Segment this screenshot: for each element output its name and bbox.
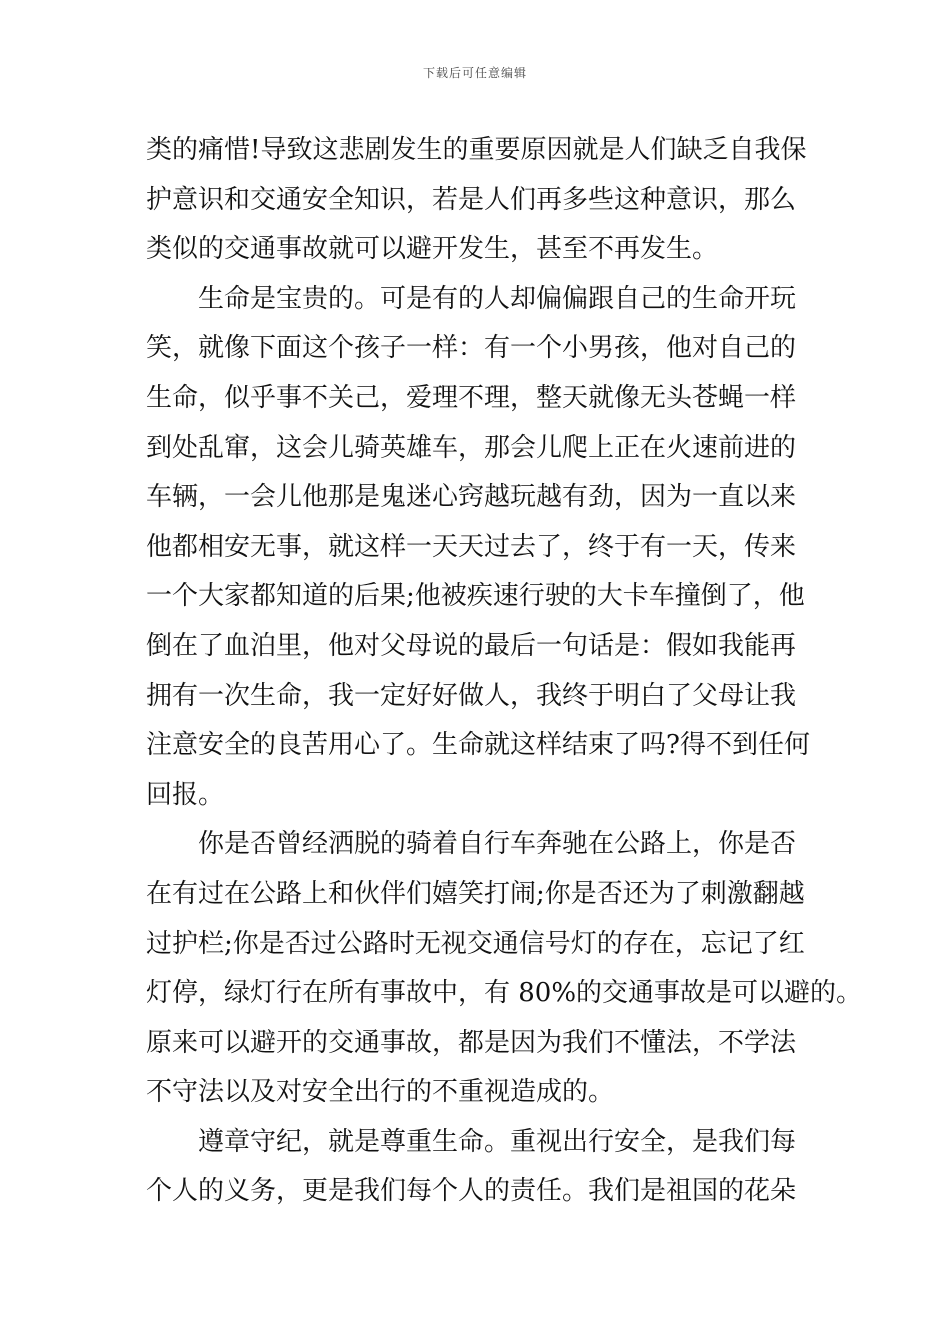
text-line: 个人的义务，更是我们每个人的责任。我们是祖国的花朵: [146, 1176, 797, 1207]
page-header-note: 下载后可任意编辑: [422, 66, 527, 80]
paragraph-3: [146, 820, 863, 1118]
paragraph-2: [146, 275, 812, 821]
text-line: 拥有一次生命，我一定好好做人，我终于明白了父母让我: [146, 680, 797, 711]
document-body: [146, 126, 863, 1217]
text-line: 到处乱窜，这会儿骑英雄车，那会儿爬上正在火速前进的: [146, 432, 797, 463]
paragraph-4: [146, 1118, 812, 1217]
text-line: 笑，就像下面这个孩子一样：有一个小男孩，他对自己的: [146, 333, 797, 364]
text-line: 倒在了血泊里，他对父母说的最后一句话是：假如我能再: [146, 630, 797, 661]
text-line: 护意识和交通安全知识，若是人们再多些这种意识，那么: [146, 184, 797, 215]
text-line: 不守法以及对安全出行的不重视造成的。: [146, 1077, 615, 1108]
text-line: 类的痛惜!导致这悲剧发生的重要原因就是人们缺乏自我保: [146, 135, 807, 165]
text-line: 他都相安无事，就这样一天天过去了，终于有一天，传来: [146, 531, 797, 562]
text-line: 类似的交通事故就可以避开发生，甚至不再发生。: [146, 234, 719, 265]
text-line: 回报。: [146, 779, 225, 810]
text-line: 一个大家都知道的后果;他被疾速行驶的大卡车撞倒了，他: [146, 581, 805, 612]
text-line: 遵章守纪，就是尊重生命。重视出行安全，是我们每: [198, 1126, 797, 1157]
text-line: 车辆，一会儿他那是鬼迷心窍越玩越有劲，因为一直以来: [146, 482, 797, 513]
text-line: 在有过在公路上和伙伴们嬉笑打闹;你是否还为了刺激翻越: [146, 878, 805, 909]
text-line: 你是否曾经洒脱的骑着自行车奔驰在公路上，你是否: [198, 829, 797, 860]
text-line: 生命是宝贵的。可是有的人却偏偏跟自己的生命开玩: [198, 283, 797, 314]
text-line: 灯停，绿灯行在所有事故中，有 80%的交通事故是可以避的。: [146, 978, 863, 1009]
paragraph-1: [146, 126, 812, 275]
text-line: 注意安全的良苦用心了。生命就这样结束了吗?得不到任何: [146, 730, 810, 761]
text-line: 生命，似乎事不关己，爱理不理，整天就像无头苍蝇一样: [146, 382, 797, 413]
text-line: 原来可以避开的交通事故，都是因为我们不懂法，不学法: [146, 1027, 797, 1058]
text-line: 过护栏;你是否过公路时无视交通信号灯的存在，忘记了红: [146, 928, 805, 959]
